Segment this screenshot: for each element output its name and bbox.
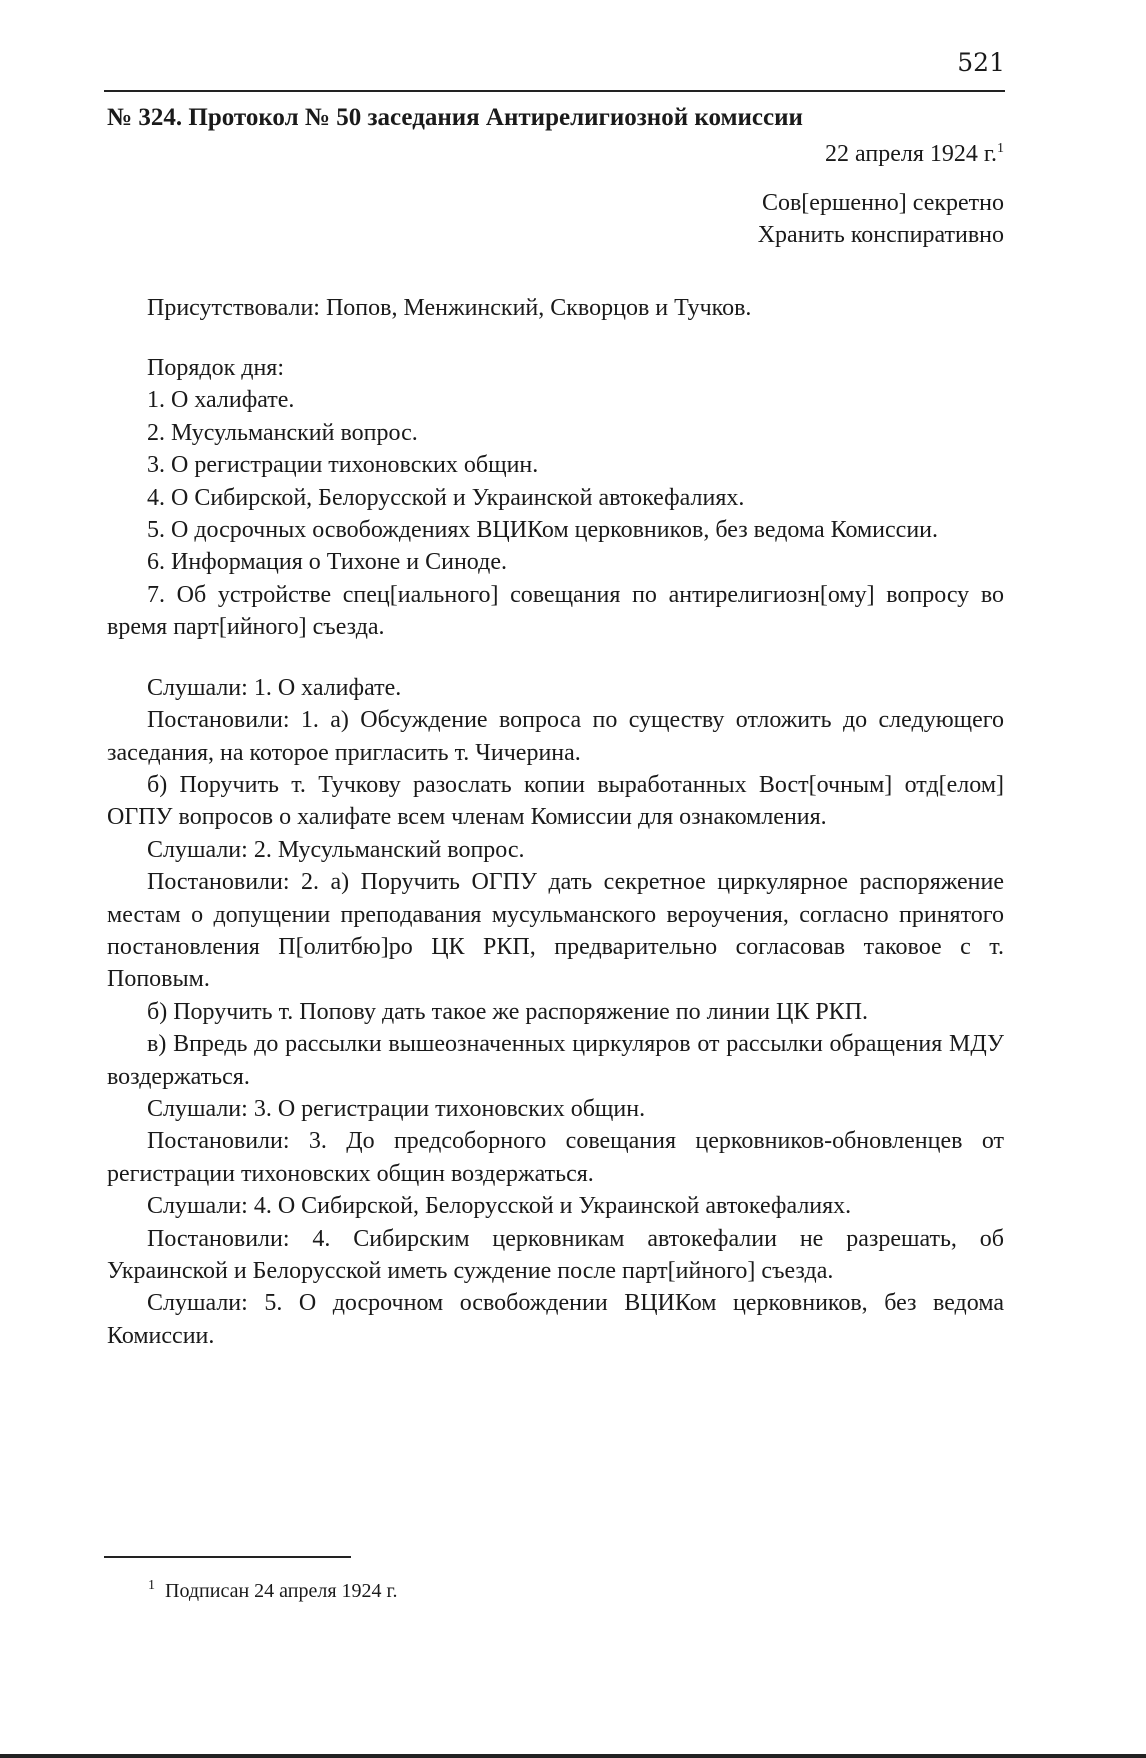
minutes-paragraph: б) Поручить т. Тучкову разослать копии выработанных Вост[очным] отд[елом] ОГПУ вопросов о халифате всем членам Комиссии для ознакомления. bbox=[107, 771, 1004, 831]
document-body bbox=[107, 102, 1004, 1352]
secrecy-label-2: Хранить конспиративно bbox=[757, 222, 1004, 249]
agenda-label: Порядок дня: bbox=[147, 355, 285, 382]
secrecy-label-1: Сов[ершенно] секретно bbox=[761, 189, 1004, 216]
minutes-paragraph: Слушали: 4. О Сибирской, Белорусской и Украинской автокефалиях. bbox=[147, 1193, 852, 1220]
footnote-mark: 1 bbox=[148, 1578, 155, 1594]
footnote-rule bbox=[104, 1556, 351, 1558]
minutes-paragraph: Постановили: 2. а) Поручить ОГПУ дать секретное циркулярное распоряжение местам о допущении преподавания мусульманского вероучения, согласно принятого постановления П[олитбю]ро ЦК РКП, предварительно согласовав таковое с т. Поповым. bbox=[107, 869, 1004, 993]
minutes-paragraph: Слушали: 5. О досрочном освобождении ВЦИКом церковников, без ведома Комиссии. bbox=[107, 1290, 1004, 1349]
footnote-reference: 1 bbox=[997, 141, 1004, 157]
scan-edge-band bbox=[0, 1754, 1146, 1758]
attendees: Присутствовали: Попов, Менжинский, Скворцов и Тучков. bbox=[147, 294, 752, 321]
agenda-item: 2. Мусульманский вопрос. bbox=[147, 419, 418, 446]
agenda-item: 7. Об устройстве спец[иального] совещания по антирелигиозн[ому] вопросу во время парт[ийного] съезда. bbox=[107, 581, 1004, 641]
minutes-paragraph: б) Поручить т. Попову дать такое же распоряжение по линии ЦК РКП. bbox=[147, 998, 869, 1025]
minutes bbox=[107, 672, 1004, 1353]
agenda bbox=[107, 352, 1004, 644]
minutes-paragraph: Постановили: 3. До предсоборного совещания церковников-обновленцев от регистрации тихоновских общин воздержаться. bbox=[107, 1128, 1004, 1187]
minutes-paragraph: в) Впредь до рассылки вышеозначенных циркуляров от рассылки обращения МДУ воздержаться. bbox=[107, 1031, 1004, 1090]
minutes-paragraph: Слушали: 1. О халифате. bbox=[147, 674, 402, 701]
header-rule bbox=[104, 90, 1005, 92]
minutes-paragraph: Слушали: 3. О регистрации тихоновских общин. bbox=[147, 1095, 646, 1122]
agenda-item: 4. О Сибирской, Белорусской и Украинской автокефалиях. bbox=[147, 484, 745, 511]
agenda-item: 6. Информация о Тихоне и Синоде. bbox=[147, 549, 507, 576]
document-title: № 324. Протокол № 50 заседания Антирелигиозной комиссии bbox=[107, 104, 803, 131]
footnote-text: Подписан 24 апреля 1924 г. bbox=[165, 1580, 398, 1602]
page-number: 521 bbox=[957, 48, 1005, 77]
document-date bbox=[107, 138, 1004, 170]
minutes-paragraph: Постановили: 1. а) Обсуждение вопроса по существу отложить до следующего заседания, на которое пригласить т. Чичерина. bbox=[107, 707, 1004, 766]
agenda-item: 3. О регистрации тихоновских общин. bbox=[147, 452, 539, 479]
footnote bbox=[148, 1580, 397, 1603]
date-text: 22 апреля 1924 г. bbox=[825, 141, 997, 168]
agenda-item: 5. О досрочных освобождениях ВЦИКом церковников, без ведома Комиссии. bbox=[147, 517, 939, 544]
agenda-item: 1. О халифате. bbox=[147, 387, 295, 414]
minutes-paragraph: Слушали: 2. Мусульманский вопрос. bbox=[147, 836, 525, 863]
minutes-paragraph: Постановили: 4. Сибирским церковникам автокефалии не разрешать, об Украинской и Белорусской иметь суждение после парт[ийного] съезда. bbox=[107, 1225, 1004, 1284]
